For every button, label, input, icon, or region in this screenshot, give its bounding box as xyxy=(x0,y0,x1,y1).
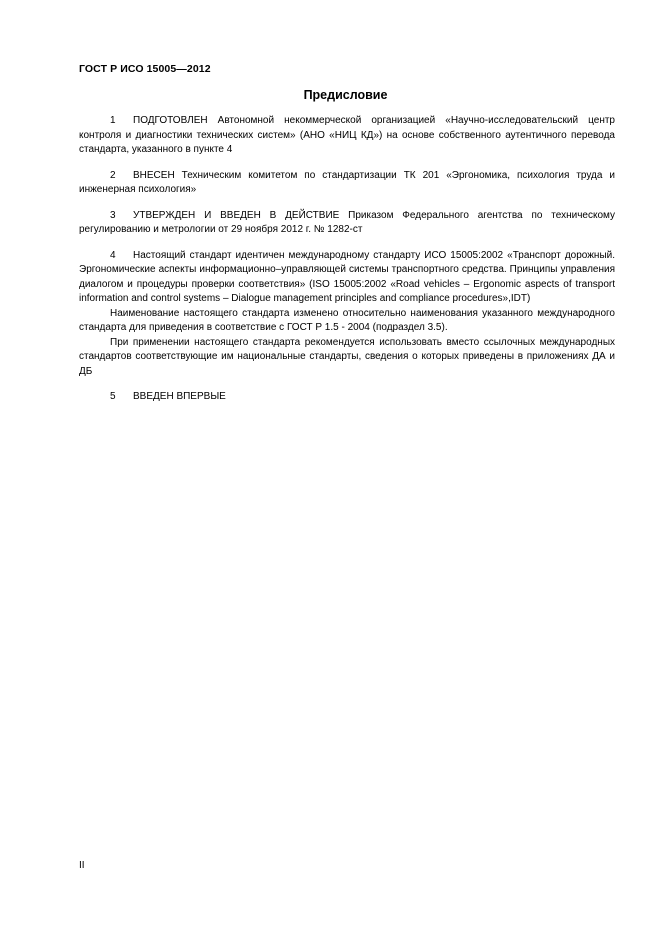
paragraph-text: УТВЕРЖДЕН И ВВЕДЕН В ДЕЙСТВИЕ Приказом Федерального агентства по техническому регулированию и метрологии от 29 ноября 2012 г. № 1282-ст xyxy=(79,209,615,235)
paragraph-text: ВНЕСЕН Техническим комитетом по стандартизации ТК 201 «Эргономика, психология труда и инженерная психология» xyxy=(79,169,615,195)
item-number: 4 xyxy=(110,249,116,261)
item-number: 2 xyxy=(110,169,116,181)
document-code-header: ГОСТ Р ИСО 15005—2012 xyxy=(79,63,211,75)
foreword-item-2 xyxy=(79,169,615,198)
paragraph: При применении настоящего стандарта рекомендуется использовать вместо ссылочных международных стандартов соответствующие им национальные стандарты, сведения о которых приведены в приложениях ДА и ДБ xyxy=(79,336,615,377)
paragraph-text: ВВЕДЕН ВПЕРВЫЕ xyxy=(133,391,226,402)
paragraph: Наименование настоящего стандарта изменено относительно наименования указанного международного стандарта для приведения в соответствие с ГОСТ Р 1.5 - 2004 (подраздел 3.5). xyxy=(79,307,615,333)
paragraph-text: ПОДГОТОВЛЕН Автономной некоммерческой организацией «Научно-исследовательский центр контроля и диагностики технических систем» (АНО «НИЦ КД») на основе собственного аутентичного перевода стандарта, указанного в пункте 4 xyxy=(79,115,615,155)
paragraph xyxy=(79,114,615,158)
foreword-item-5 xyxy=(79,390,615,405)
foreword-item-3 xyxy=(79,209,615,238)
foreword-item-4 xyxy=(79,249,615,380)
paragraph xyxy=(79,209,615,238)
page-title: Предисловие xyxy=(303,88,388,102)
item-number: 3 xyxy=(110,209,116,221)
paragraph xyxy=(79,169,615,198)
item-number: 1 xyxy=(110,115,116,126)
paragraph xyxy=(79,249,615,307)
foreword-item-1 xyxy=(79,114,615,158)
paragraph-text: Настоящий стандарт идентичен международному стандарту ИСО 15005:2002 «Транспорт дорожный. Эргономические аспекты информационно–управляющей системы транспортного средства. Принципы управления диалогом и процедуры проверки соответствия» (ISO 15005:2002 «Road vehicles – Ergonomic aspects of transport information and control systems – Dialogue management principles and compliance procedures»,IDT) xyxy=(79,249,615,304)
page-number: II xyxy=(79,860,85,871)
paragraph xyxy=(79,390,615,405)
item-number: 5 xyxy=(110,391,116,402)
foreword-content xyxy=(79,114,615,416)
